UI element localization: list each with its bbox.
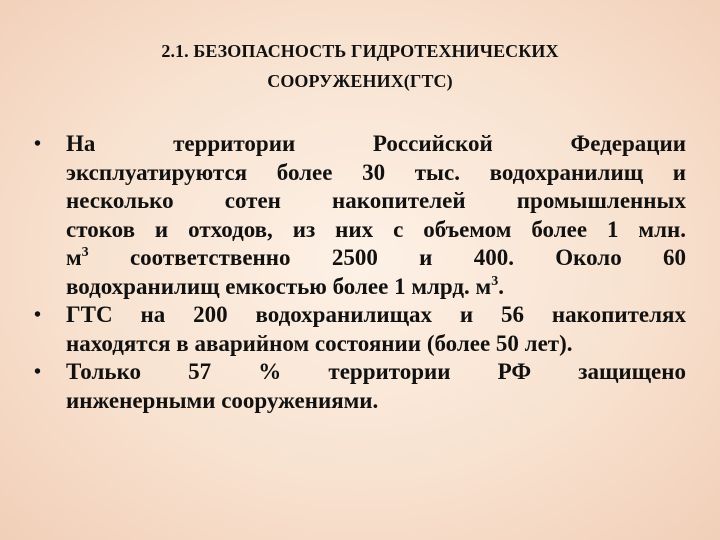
slide-title-line-1: 2.1. БЕЗОПАСНОСТЬ ГИДРОТЕХНИЧЕСКИХ	[161, 41, 559, 61]
bullet-item-reservoirs	[30, 130, 686, 301]
bullet-marker: •	[34, 133, 42, 155]
bullet-marker: •	[34, 361, 42, 383]
bullet-line: Только 57 % территории РФ защищено	[66, 359, 686, 384]
bullet-line: ГТС на 200 водохранилищах и 56 накопителях	[66, 302, 686, 327]
bullet-item-emergency	[30, 301, 686, 358]
bullet-marker: •	[34, 304, 42, 326]
superscript: 3	[81, 245, 89, 260]
bullet-line: инженерными сооружениями.	[66, 387, 379, 413]
bullet-line: находятся в аварийном состоянии (более 50 лет).	[66, 330, 573, 356]
slide-title-line-2: СООРУЖЕНИХ(ГТС)	[267, 71, 453, 91]
bullet-list	[30, 130, 686, 415]
text-fragment: м	[66, 245, 82, 270]
bullet-line: На территории Российской Федерации	[66, 131, 686, 156]
bullet-line: эксплуатируются более 30 тыс. водохранилищ и	[66, 159, 686, 185]
bullet-line	[66, 273, 686, 302]
slide-title	[60, 36, 660, 96]
bullet-line: несколько сотен накопителей промышленных	[66, 188, 686, 213]
superscript: 3	[491, 273, 499, 289]
bullet-item-protected-territory	[30, 358, 686, 415]
text-fragment: водохранилищ емкостью более 1 млрд. м	[66, 273, 492, 299]
text-fragment: .	[498, 273, 504, 299]
text-fragment: соответственно 2500 и 400. Около 60	[88, 245, 686, 270]
bullet-line	[66, 244, 686, 273]
bullet-line: стоков и отходов, из них с объемом более 1 млн.	[66, 216, 686, 242]
